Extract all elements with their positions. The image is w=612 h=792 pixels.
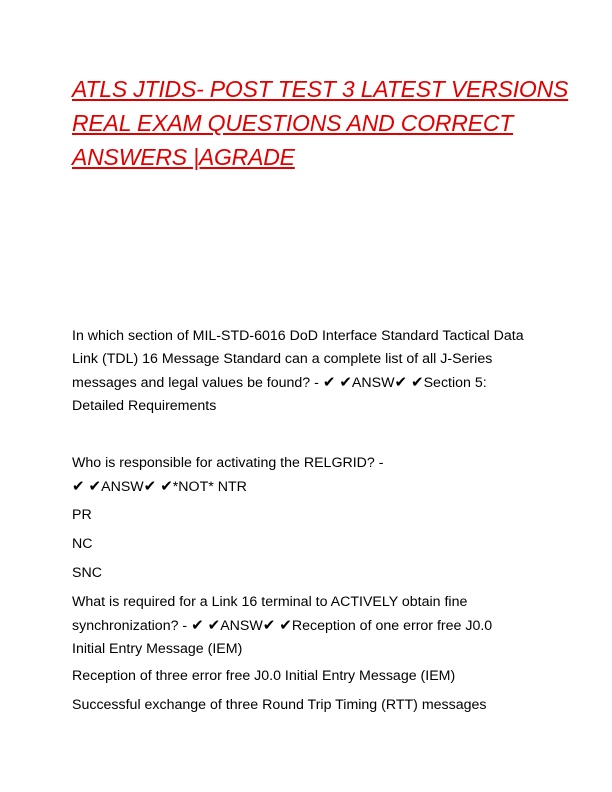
- check-icon: ✔: [262, 616, 276, 634]
- check-icon: ✔: [191, 616, 204, 634]
- check-icon: ✔: [207, 616, 221, 634]
- q3-line-3: Initial Entry Message (IEM): [72, 641, 243, 657]
- document-page: [72, 72, 569, 713]
- q2-option-nc: NC: [72, 536, 93, 552]
- q2-answer: *NOT* NTR: [172, 479, 247, 495]
- answer-marker: ANSW: [101, 479, 144, 495]
- title-line-3: ANSWERS |AGRADE: [72, 144, 295, 170]
- check-icon: ✔: [72, 477, 85, 495]
- q1-answer: Section 5:: [423, 375, 487, 391]
- q1-line-4: Detailed Requirements: [72, 398, 217, 414]
- answer-marker: ANSW: [220, 618, 263, 634]
- q1-line-1: In which section of MIL-STD-6016 DoD Interface Standard Tactical Data: [72, 328, 524, 344]
- q3-line-1: What is required for a Link 16 terminal to ACTIVELY obtain fine: [72, 594, 468, 610]
- document-title: [72, 72, 569, 174]
- answer-marker: ANSW: [351, 375, 395, 391]
- q2-question: Who is responsible for activating the RELGRID? -: [72, 455, 384, 471]
- check-icon: ✔: [88, 477, 102, 495]
- question-3: [72, 591, 542, 661]
- question-1: [72, 325, 542, 418]
- q2-option-pr: PR: [72, 507, 92, 523]
- q3-option-2: Reception of three error free J0.0 Initial Entry Message (IEM): [72, 668, 456, 684]
- title-line-2: REAL EXAM QUESTIONS AND CORRECT: [72, 110, 514, 136]
- q2-answer-line: [72, 475, 542, 499]
- check-icon: ✔: [143, 477, 157, 495]
- q3-line-2: [72, 614, 542, 638]
- check-icon: ✔: [160, 477, 173, 495]
- question-2: [72, 452, 542, 499]
- q3-answer: Reception of one error free J0.0: [291, 618, 493, 634]
- q1-line-2: Link (TDL) 16 Message Standard can a complete list of all J-Series: [72, 351, 493, 367]
- check-icon: ✔: [339, 373, 352, 391]
- check-icon: ✔: [394, 373, 408, 391]
- q3-line-2-prefix: synchronization? -: [72, 618, 192, 634]
- q2-option-snc: SNC: [72, 565, 102, 581]
- title-line-1: ATLS JTIDS- POST TEST 3 LATEST VERSIONS: [72, 76, 569, 102]
- check-icon: ✔: [322, 373, 336, 391]
- q1-line-3-prefix: messages and legal values be found? -: [72, 375, 323, 391]
- q3-option-3: Successful exchange of three Round Trip Timing (RTT) messages: [72, 697, 487, 713]
- q1-line-3: [72, 371, 542, 395]
- check-icon: ✔: [411, 373, 424, 391]
- check-icon: ✔: [279, 616, 292, 634]
